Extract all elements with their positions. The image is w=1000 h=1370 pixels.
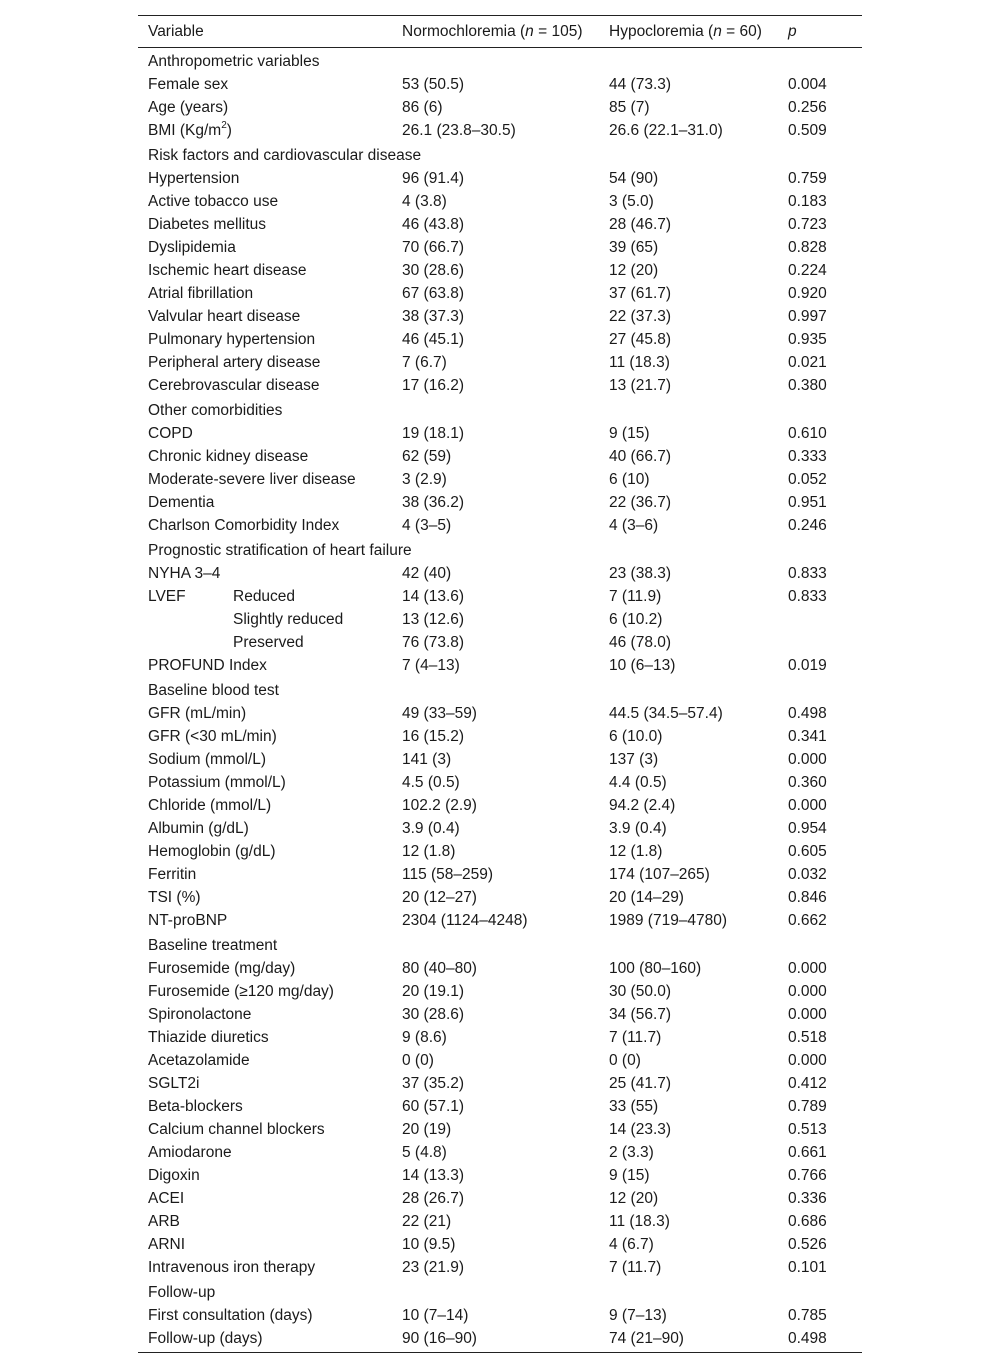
hypocloremia-value: 3 (5.0) — [609, 193, 654, 210]
row-label: Furosemide (≥120 mg/day) — [148, 983, 334, 1000]
p-value: 0.183 — [788, 193, 827, 210]
normochloremia-value: 49 (33–59) — [402, 705, 477, 722]
table-row — [138, 305, 862, 328]
p-value: 0.766 — [788, 1167, 827, 1184]
row-label: Acetazolamide — [148, 1052, 250, 1069]
row-label: Charlson Comorbidity Index — [148, 517, 340, 534]
p-value: 0.833 — [788, 565, 827, 582]
row-sublabel: Slightly reduced — [233, 611, 344, 628]
hypocloremia-value: 22 (36.7) — [609, 494, 672, 511]
table-row — [138, 1003, 862, 1026]
section-header — [138, 48, 862, 73]
table-row — [138, 1072, 862, 1095]
row-label: Peripheral artery disease — [148, 354, 321, 371]
row-label: Hypertension — [148, 170, 240, 187]
hypocloremia-value: 25 (41.7) — [609, 1075, 672, 1092]
table-row — [138, 236, 862, 259]
header-variable: Variable — [148, 23, 204, 40]
p-value: 0.224 — [788, 262, 827, 279]
p-value: 0.526 — [788, 1236, 827, 1253]
section-header — [138, 677, 862, 702]
hypocloremia-value: 39 (65) — [609, 239, 659, 256]
table-row — [138, 1233, 862, 1256]
row-label: NT-proBNP — [148, 912, 228, 929]
table-row — [138, 422, 862, 445]
row-label: Moderate-severe liver disease — [148, 471, 356, 488]
table-row — [138, 351, 862, 374]
section-title: Baseline blood test — [148, 682, 279, 699]
row-label: Spironolactone — [148, 1006, 252, 1023]
table-row — [138, 1026, 862, 1049]
table-row — [138, 167, 862, 190]
row-label: Calcium channel blockers — [148, 1121, 325, 1138]
normochloremia-value: 3 (2.9) — [402, 471, 447, 488]
row-label: Age (years) — [148, 99, 229, 116]
table-row — [138, 585, 862, 608]
row-label: Albumin (g/dL) — [148, 820, 249, 837]
normochloremia-value: 53 (50.5) — [402, 76, 465, 93]
normochloremia-value: 22 (21) — [402, 1213, 452, 1230]
normochloremia-value: 30 (28.6) — [402, 1006, 465, 1023]
table-row — [138, 840, 862, 863]
normochloremia-value: 20 (19.1) — [402, 983, 465, 1000]
hypocloremia-value: 4.4 (0.5) — [609, 774, 667, 791]
normochloremia-value: 13 (12.6) — [402, 611, 465, 628]
hypocloremia-value: 74 (21–90) — [609, 1330, 684, 1347]
row-label: Furosemide (mg/day) — [148, 960, 296, 977]
p-value: 0.101 — [788, 1259, 827, 1276]
row-label: Dyslipidemia — [148, 239, 236, 256]
p-value: 0.021 — [788, 354, 827, 371]
normochloremia-value: 10 (7–14) — [402, 1307, 469, 1324]
hypocloremia-value: 7 (11.9) — [609, 588, 662, 605]
normochloremia-value: 14 (13.6) — [402, 588, 465, 605]
normochloremia-value: 17 (16.2) — [402, 377, 465, 394]
row-label: Beta-blockers — [148, 1098, 243, 1115]
table-row — [138, 562, 862, 585]
normochloremia-value: 80 (40–80) — [402, 960, 477, 977]
table-row — [138, 654, 862, 677]
p-value: 0.920 — [788, 285, 827, 302]
table-row — [138, 771, 862, 794]
row-label: GFR (mL/min) — [148, 705, 247, 722]
row-label: Intravenous iron therapy — [148, 1259, 316, 1276]
p-value: 0.833 — [788, 588, 827, 605]
table-row — [138, 514, 862, 537]
p-value: 0.333 — [788, 448, 827, 465]
hypocloremia-value: 30 (50.0) — [609, 983, 672, 1000]
row-label: PROFUND Index — [148, 657, 267, 674]
row-label: Thiazide diuretics — [148, 1029, 269, 1046]
table-row — [138, 1164, 862, 1187]
p-value: 0.610 — [788, 425, 827, 442]
p-value: 0.605 — [788, 843, 827, 860]
table-row — [138, 1327, 862, 1350]
p-value: 0.256 — [788, 99, 827, 116]
hypocloremia-value: 10 (6–13) — [609, 657, 676, 674]
normochloremia-value: 46 (43.8) — [402, 216, 465, 233]
table-row — [138, 213, 862, 236]
row-label: Ischemic heart disease — [148, 262, 307, 279]
hypocloremia-value: 40 (66.7) — [609, 448, 672, 465]
table-row — [138, 282, 862, 305]
table-row — [138, 491, 862, 514]
section-header — [138, 537, 862, 562]
normochloremia-value: 141 (3) — [402, 751, 452, 768]
row-sublabel: Reduced — [233, 588, 296, 605]
normochloremia-value: 102.2 (2.9) — [402, 797, 477, 814]
hypocloremia-value: 7 (11.7) — [609, 1259, 662, 1276]
hypocloremia-value: 12 (1.8) — [609, 843, 663, 860]
hypocloremia-value: 34 (56.7) — [609, 1006, 672, 1023]
hypocloremia-value: 4 (6.7) — [609, 1236, 654, 1253]
row-label: Sodium (mmol/L) — [148, 751, 266, 768]
row-label: Atrial fibrillation — [148, 285, 254, 302]
row-label: Chronic kidney disease — [148, 448, 309, 465]
section-title: Baseline treatment — [148, 937, 278, 954]
hypocloremia-value: 46 (78.0) — [609, 634, 672, 651]
section-title: Other comorbidities — [148, 402, 283, 419]
p-value: 0.954 — [788, 820, 827, 837]
table-row — [138, 1118, 862, 1141]
hypocloremia-value: 54 (90) — [609, 170, 659, 187]
table-row — [138, 259, 862, 282]
table-row — [138, 190, 862, 213]
hypocloremia-value: 4 (3–6) — [609, 517, 659, 534]
header-p-value: p — [788, 23, 797, 40]
table-row — [138, 725, 862, 748]
row-label: Active tobacco use — [148, 193, 279, 210]
hypocloremia-value: 14 (23.3) — [609, 1121, 672, 1138]
table-row — [138, 73, 862, 96]
normochloremia-value: 42 (40) — [402, 565, 452, 582]
table-row — [138, 794, 862, 817]
normochloremia-value: 70 (66.7) — [402, 239, 465, 256]
p-value: 0.000 — [788, 1006, 827, 1023]
section-title: Anthropometric variables — [148, 53, 320, 70]
normochloremia-value: 46 (45.1) — [402, 331, 465, 348]
hypocloremia-value: 7 (11.7) — [609, 1029, 662, 1046]
hypocloremia-value: 11 (18.3) — [609, 1213, 670, 1230]
p-value: 0.246 — [788, 517, 827, 534]
section-header — [138, 397, 862, 422]
normochloremia-value: 19 (18.1) — [402, 425, 465, 442]
normochloremia-value: 3.9 (0.4) — [402, 820, 460, 837]
p-value: 0.759 — [788, 170, 827, 187]
p-value: 0.004 — [788, 76, 827, 93]
normochloremia-value: 5 (4.8) — [402, 1144, 447, 1161]
p-value: 0.412 — [788, 1075, 827, 1092]
hypocloremia-value: 13 (21.7) — [609, 377, 672, 394]
p-value: 0.000 — [788, 960, 827, 977]
p-value: 0.052 — [788, 471, 827, 488]
row-label: BMI $(Kg/m^2)$ — [148, 119, 232, 139]
normochloremia-value: 7 (4–13) — [402, 657, 460, 674]
table-row — [138, 1210, 862, 1233]
normochloremia-value: 38 (36.2) — [402, 494, 465, 511]
p-value: 0.000 — [788, 751, 827, 768]
p-value: 0.000 — [788, 797, 827, 814]
hypocloremia-value: 44.5 (34.5–57.4) — [609, 705, 723, 722]
normochloremia-value: 86 (6) — [402, 99, 443, 116]
table-row — [138, 1049, 862, 1072]
row-label: Ferritin — [148, 866, 197, 883]
hypocloremia-value: 9 (15) — [609, 425, 650, 442]
normochloremia-value: 28 (26.7) — [402, 1190, 465, 1207]
row-label: ARB — [148, 1213, 180, 1230]
p-value: 0.951 — [788, 494, 827, 511]
p-value: 0.785 — [788, 1307, 827, 1324]
p-value: 0.380 — [788, 377, 827, 394]
normochloremia-value: 4 (3.8) — [402, 193, 447, 210]
normochloremia-value: 115 (58–259) — [402, 866, 494, 883]
hypocloremia-value: 37 (61.7) — [609, 285, 672, 302]
hypocloremia-value: 27 (45.8) — [609, 331, 672, 348]
row-label: Female sex — [148, 76, 229, 93]
hypocloremia-value: 85 (7) — [609, 99, 650, 116]
hypocloremia-value: 9 (15) — [609, 1167, 650, 1184]
row-label: Digoxin — [148, 1167, 200, 1184]
normochloremia-value: 62 (59) — [402, 448, 452, 465]
p-value: 0.336 — [788, 1190, 827, 1207]
table-row — [138, 1256, 862, 1279]
p-value: 0.846 — [788, 889, 827, 906]
table-row — [138, 957, 862, 980]
hypocloremia-value: 12 (20) — [609, 1190, 659, 1207]
table-row — [138, 702, 862, 725]
table-row — [138, 1187, 862, 1210]
row-label: SGLT2i — [148, 1075, 200, 1092]
p-value: 0.686 — [788, 1213, 827, 1230]
table-row — [138, 445, 862, 468]
row-label: Hemoglobin (g/dL) — [148, 843, 276, 860]
table-row — [138, 119, 862, 142]
table-row — [138, 748, 862, 771]
section-title: Follow-up — [148, 1284, 216, 1301]
hypocloremia-value: 3.9 (0.4) — [609, 820, 667, 837]
p-value: 0.518 — [788, 1029, 827, 1046]
normochloremia-value: 30 (28.6) — [402, 262, 465, 279]
table-row — [138, 328, 862, 351]
hypocloremia-value: 20 (14–29) — [609, 889, 684, 906]
p-value: 0.723 — [788, 216, 827, 233]
hypocloremia-value: 33 (55) — [609, 1098, 659, 1115]
row-label: Follow-up (days) — [148, 1330, 263, 1347]
hypocloremia-value: 6 (10.2) — [609, 611, 663, 628]
table-row — [138, 608, 862, 631]
p-value: 0.661 — [788, 1144, 827, 1161]
baseline-characteristics-table — [138, 15, 862, 1353]
table-row — [138, 96, 862, 119]
section-title: Risk factors and cardiovascular disease — [148, 147, 422, 164]
hypocloremia-value: 44 (73.3) — [609, 76, 672, 93]
p-value: 0.789 — [788, 1098, 827, 1115]
table-row — [138, 631, 862, 654]
section-header — [138, 1279, 862, 1304]
normochloremia-value: 60 (57.1) — [402, 1098, 465, 1115]
normochloremia-value: 10 (9.5) — [402, 1236, 456, 1253]
hypocloremia-value: 174 (107–265) — [609, 866, 710, 883]
row-label: Chloride (mmol/L) — [148, 797, 272, 814]
p-value: 0.997 — [788, 308, 827, 325]
hypocloremia-value: 2 (3.3) — [609, 1144, 654, 1161]
p-value: 0.019 — [788, 657, 827, 674]
normochloremia-value: 4 (3–5) — [402, 517, 452, 534]
table-row — [138, 909, 862, 932]
hypocloremia-value: 28 (46.7) — [609, 216, 672, 233]
hypocloremia-value: 26.6 (22.1–31.0) — [609, 122, 723, 139]
normochloremia-value: 67 (63.8) — [402, 285, 465, 302]
hypocloremia-value: 9 (7–13) — [609, 1307, 667, 1324]
hypocloremia-value: 1989 (719–4780) — [609, 912, 728, 929]
normochloremia-value: 16 (15.2) — [402, 728, 465, 745]
row-label: Dementia — [148, 494, 215, 511]
header-normochloremia: Normochloremia (n = 105) — [402, 23, 583, 40]
table-row — [138, 817, 862, 840]
hypocloremia-value: 23 (38.3) — [609, 565, 672, 582]
section-title: Prognostic stratification of heart failure — [148, 542, 412, 559]
row-label: ACEI — [148, 1190, 185, 1207]
row-label: Amiodarone — [148, 1144, 232, 1161]
row-label: ARNI — [148, 1236, 186, 1253]
row-label: GFR (<30 mL/min) — [148, 728, 277, 745]
normochloremia-value: 9 (8.6) — [402, 1029, 447, 1046]
row-label: TSI (%) — [148, 889, 201, 906]
table-row — [138, 468, 862, 491]
p-value: 0.000 — [788, 1052, 827, 1069]
row-label: Cerebrovascular disease — [148, 377, 320, 394]
section-header — [138, 142, 862, 167]
table-row — [138, 886, 862, 909]
normochloremia-value: 96 (91.4) — [402, 170, 465, 187]
row-label: Diabetes mellitus — [148, 216, 267, 233]
normochloremia-value: 7 (6.7) — [402, 354, 447, 371]
normochloremia-value: 23 (21.9) — [402, 1259, 465, 1276]
hypocloremia-value: 6 (10.0) — [609, 728, 663, 745]
normochloremia-value: 12 (1.8) — [402, 843, 456, 860]
row-label: LVEF — [148, 588, 186, 605]
p-value: 0.032 — [788, 866, 827, 883]
p-value: 0.935 — [788, 331, 827, 348]
normochloremia-value: 0 (0) — [402, 1052, 434, 1069]
p-value: 0.662 — [788, 912, 827, 929]
normochloremia-value: 2304 (1124–4248) — [402, 912, 528, 929]
table-body — [138, 48, 862, 1350]
p-value: 0.513 — [788, 1121, 827, 1138]
row-sublabel: Preserved — [233, 634, 304, 651]
normochloremia-value: 37 (35.2) — [402, 1075, 465, 1092]
row-label: First consultation (days) — [148, 1307, 313, 1324]
row-label: Valvular heart disease — [148, 308, 301, 325]
table-row — [138, 1141, 862, 1164]
table-row — [138, 980, 862, 1003]
normochloremia-value: 90 (16–90) — [402, 1330, 477, 1347]
row-label: COPD — [148, 425, 193, 442]
hypocloremia-value: 100 (80–160) — [609, 960, 702, 977]
hypocloremia-value: 11 (18.3) — [609, 354, 670, 371]
p-value: 0.360 — [788, 774, 827, 791]
hypocloremia-value: 12 (20) — [609, 262, 659, 279]
table-row — [138, 374, 862, 397]
bottom-rule — [138, 1352, 862, 1353]
normochloremia-value: 26.1 (23.8–30.5) — [402, 122, 516, 139]
normochloremia-value: 76 (73.8) — [402, 634, 465, 651]
normochloremia-value: 14 (13.3) — [402, 1167, 465, 1184]
p-value: 0.498 — [788, 1330, 827, 1347]
table-row — [138, 1095, 862, 1118]
p-value: 0.828 — [788, 239, 827, 256]
row-label: Potassium (mmol/L) — [148, 774, 286, 791]
hypocloremia-value: 6 (10) — [609, 471, 650, 488]
row-label: Pulmonary hypertension — [148, 331, 316, 348]
normochloremia-value: 20 (19) — [402, 1121, 452, 1138]
normochloremia-value: 20 (12–27) — [402, 889, 477, 906]
p-value: 0.498 — [788, 705, 827, 722]
table-row — [138, 863, 862, 886]
header-hypocloremia: Hypocloremia (n = 60) — [609, 23, 762, 40]
hypocloremia-value: 94.2 (2.4) — [609, 797, 676, 814]
section-header — [138, 932, 862, 957]
normochloremia-value: 4.5 (0.5) — [402, 774, 460, 791]
hypocloremia-value: 137 (3) — [609, 751, 659, 768]
row-label: NYHA 3–4 — [148, 565, 221, 582]
hypocloremia-value: 0 (0) — [609, 1052, 641, 1069]
hypocloremia-value: 22 (37.3) — [609, 308, 672, 325]
p-value: 0.000 — [788, 983, 827, 1000]
p-value: 0.509 — [788, 122, 827, 139]
table-header-row — [138, 16, 862, 47]
normochloremia-value: 38 (37.3) — [402, 308, 465, 325]
table-row — [138, 1304, 862, 1327]
p-value: 0.341 — [788, 728, 827, 745]
